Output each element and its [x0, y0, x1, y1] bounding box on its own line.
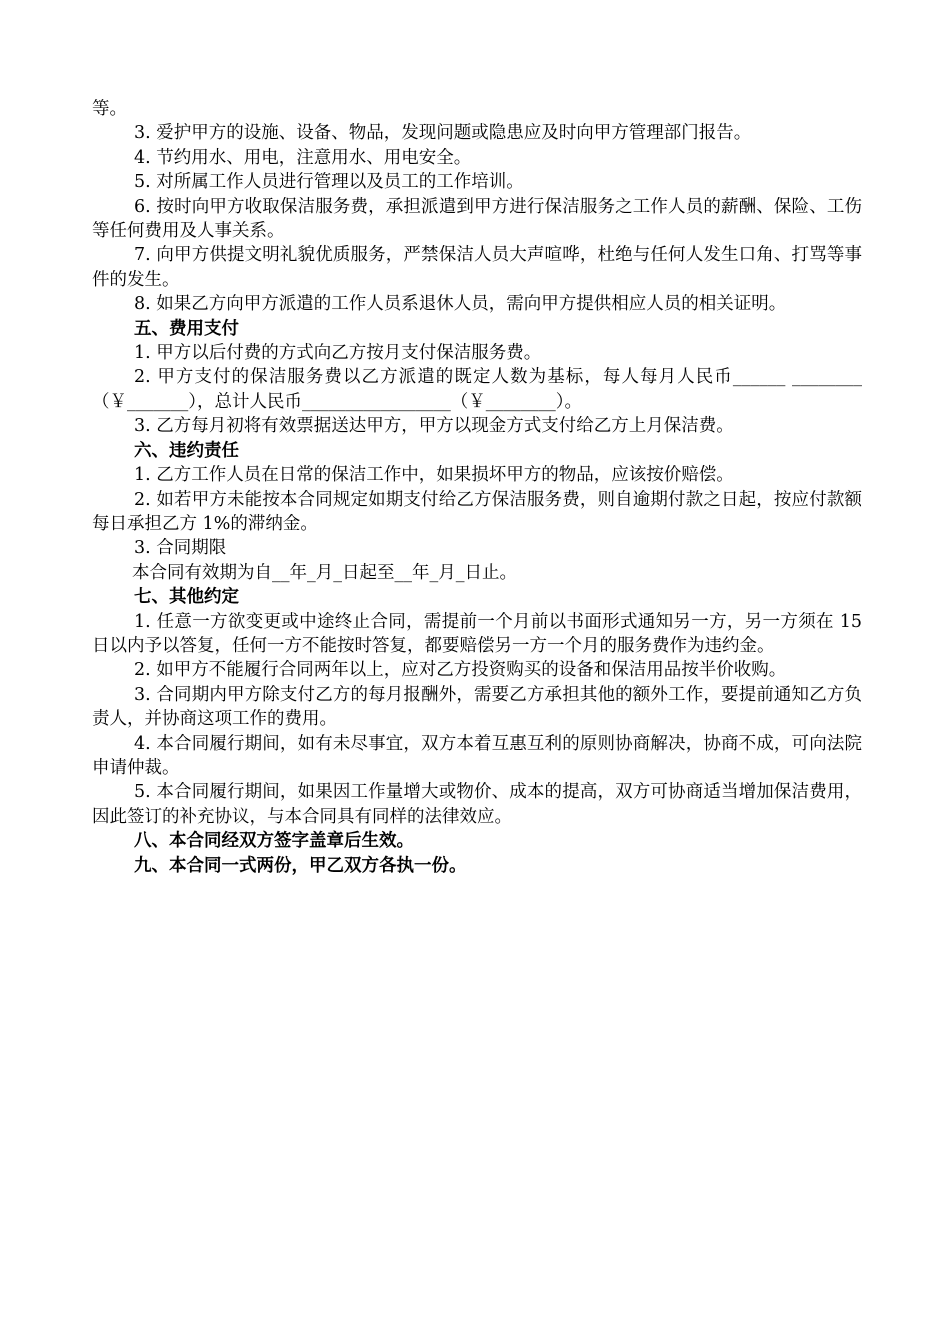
section-heading-payment: 五、费用支付 [134, 318, 239, 339]
clause-paragraph: 3. 合同期限 [134, 538, 227, 559]
clause-paragraph: 4. 本合同履行期间，如有未尽事宜，双方本着互惠互利的原则协商解决，协商不成，可向法院申请仲裁。 [92, 733, 862, 778]
clause-paragraph: 8. 如果乙方向甲方派遣的工作人员系退休人员，需向甲方提供相应人员的相关证明。 [134, 294, 787, 315]
contract-body [92, 97, 862, 878]
clause-paragraph: 5. 对所属工作人员进行管理以及员工的工作培训。 [134, 172, 524, 193]
section-heading-effective: 八、本合同经双方签字盖章后生效。 [134, 831, 414, 852]
clause-paragraph: 6. 按时向甲方收取保洁服务费，承担派遣到甲方进行保洁服务之工作人员的薪酬、保险、工伤等任何费用及人事关系。 [92, 196, 862, 242]
clause-paragraph: 1. 甲方以后付费的方式向乙方按月支付保洁服务费。 [134, 343, 542, 364]
clause-paragraph: 2. 如若甲方未能按本合同规定如期支付给乙方保洁服务费，则自逾期付款之日起，按应付款额每日承担乙方 1%的滞纳金。 [92, 489, 862, 534]
clause-paragraph: 4. 节约用水、用电，注意用水、用电安全。 [134, 147, 472, 168]
section-heading-copies: 九、本合同一式两份，甲乙双方各执一份。 [134, 855, 467, 876]
section-heading-liability: 六、违约责任 [134, 440, 239, 461]
clause-paragraph: 5. 本合同履行期间，如果因工作量增大或物价、成本的提高，双方可协商适当增加保洁费用，因此签订的补充协议，与本合同具有同样的法律效应。 [92, 782, 862, 827]
clause-paragraph: 3. 爱护甲方的设施、设备、物品，发现问题或隐患应及时向甲方管理部门报告。 [134, 123, 752, 144]
clause-paragraph: 3. 乙方每月初将有效票据送达甲方，甲方以现金方式支付给乙方上月保洁费。 [134, 416, 734, 437]
clause-paragraph: 1. 任意一方欲变更或中途终止合同，需提前一个月前以书面形式通知另一方，另一方须在 15 日以内予以答复，任何一方不能按时答复，都要赔偿另一方一个月的服务费作为违约金。 [92, 611, 862, 656]
clause-paragraph: 7. 向甲方供提文明礼貌优质服务，严禁保洁人员大声喧哗，杜绝与任何人发生口角、打骂等事件的发生。 [92, 245, 862, 290]
contract-term-line: 本合同有效期为自__年_月_日起至__年_月_日止。 [132, 562, 517, 583]
paragraph-continuation: 等。 [92, 99, 127, 119]
clause-paragraph: 2. 如甲方不能履行合同两年以上，应对乙方投资购买的设备和保洁用品按半价收购。 [134, 660, 787, 681]
clause-paragraph: 3. 合同期内甲方除支付乙方的每月报酬外，需要乙方承担其他的额外工作，要提前通知乙方负责人，并协商这项工作的费用。 [92, 684, 862, 730]
clause-paragraph-fee-blanks: 2. 甲方支付的保洁服务费以乙方派遣的既定人数为基标，每人每月人民币______ ________（￥_______），总计人民币_________________（￥________）。 [92, 367, 862, 412]
section-heading-other: 七、其他约定 [134, 587, 239, 608]
clause-paragraph: 1. 乙方工作人员在日常的保洁工作中，如果损坏甲方的物品，应该按价赔偿。 [134, 465, 734, 486]
